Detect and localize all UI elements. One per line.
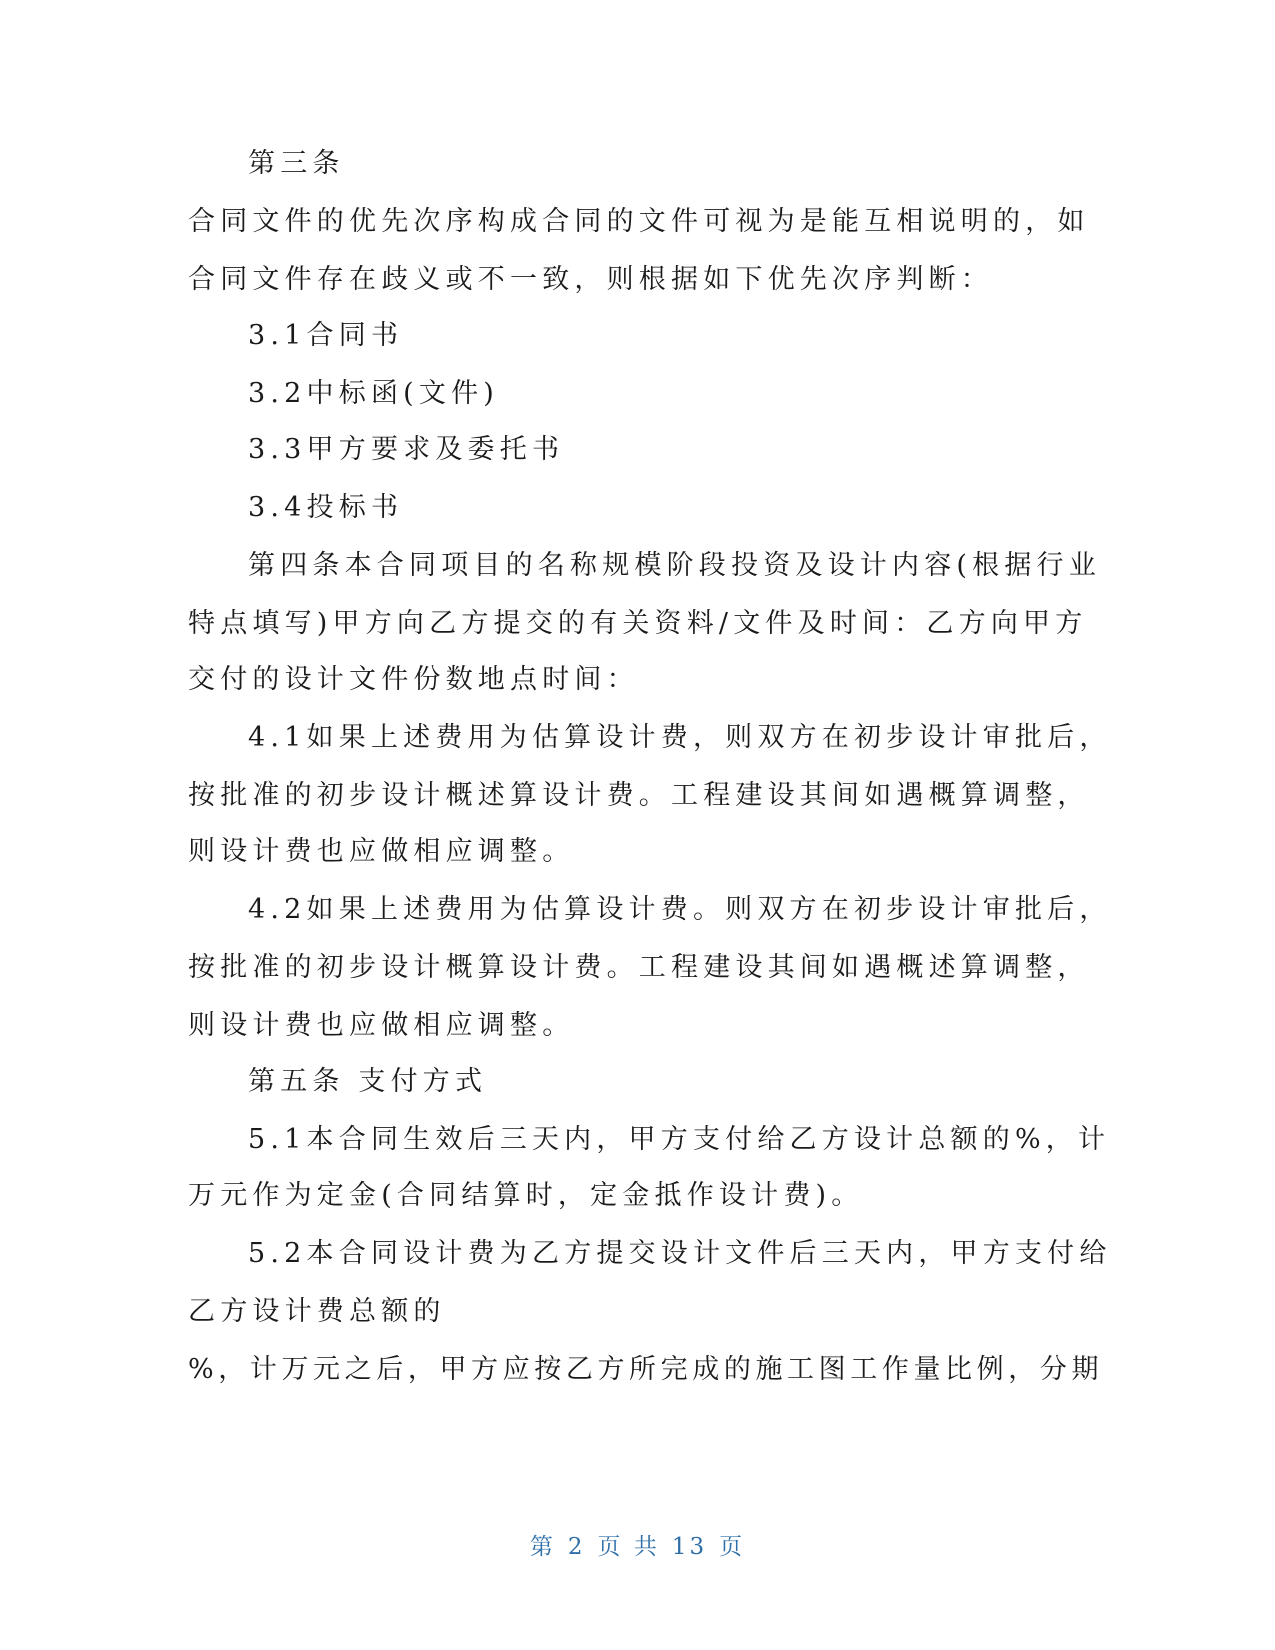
article-4-line-2: 特点填写)甲方向乙方提交的有关资料/文件及时间：乙方向甲方 — [188, 608, 1088, 639]
article-3-heading: 第三条 — [248, 148, 345, 179]
clause-5-1-line-2: 万元作为定金(合同结算时，定金抵作设计费)。 — [188, 1180, 864, 1211]
clause-4-1-line-2: 按批准的初步设计概述算设计费。工程建设其间如遇概算调整， — [188, 780, 1090, 811]
page-footer — [0, 1528, 1275, 1561]
total-pages-number: 13 — [671, 1534, 708, 1560]
article-3-item-3: 3.3甲方要求及委托书 — [248, 434, 565, 465]
clause-4-2-line-2: 按批准的初步设计概算设计费。工程建设其间如遇概述算调整， — [188, 952, 1090, 983]
article-3-item-1: 3.1合同书 — [248, 320, 404, 351]
clause-4-2-line-1: 4.2如果上述费用为估算设计费。则双方在初步设计审批后， — [248, 894, 1112, 925]
clause-4-1-line-3: 则设计费也应做相应调整。 — [188, 836, 575, 867]
clause-5-2-line-2: 乙方设计费总额的 — [188, 1296, 446, 1327]
clause-5-2-line-1: 5.2本合同设计费为乙方提交设计文件后三天内，甲方支付给 — [248, 1238, 1112, 1269]
footer-middle: 页 共 — [597, 1534, 660, 1560]
article-3-item-2: 3.2中标函(文件) — [248, 378, 500, 409]
article-4-line-3: 交付的设计文件份数地点时间： — [188, 664, 639, 695]
current-page-number: 2 — [567, 1534, 586, 1560]
article-3-item-4: 3.4投标书 — [248, 492, 404, 523]
article-3-intro-line-1: 合同文件的优先次序构成合同的文件可视为是能互相说明的，如 — [188, 206, 1090, 237]
clause-5-1-line-1: 5.1本合同生效后三天内，甲方支付给乙方设计总额的%，计 — [248, 1124, 1111, 1155]
article-4-line-1: 第四条本合同项目的名称规模阶段投资及设计内容(根据行业 — [248, 550, 1101, 581]
footer-prefix: 第 — [529, 1534, 556, 1560]
article-3-intro-line-2: 合同文件存在歧义或不一致，则根据如下优先次序判断： — [188, 264, 993, 295]
clause-4-1-line-1: 4.1如果上述费用为估算设计费，则双方在初步设计审批后， — [248, 722, 1112, 753]
article-5-heading: 第五条 支付方式 — [248, 1066, 488, 1097]
clause-5-2-line-3: %，计万元之后，甲方应按乙方所完成的施工图工作量比例，分期 — [188, 1354, 1104, 1385]
clause-4-2-line-3: 则设计费也应做相应调整。 — [188, 1010, 575, 1041]
footer-suffix: 页 — [719, 1534, 746, 1560]
